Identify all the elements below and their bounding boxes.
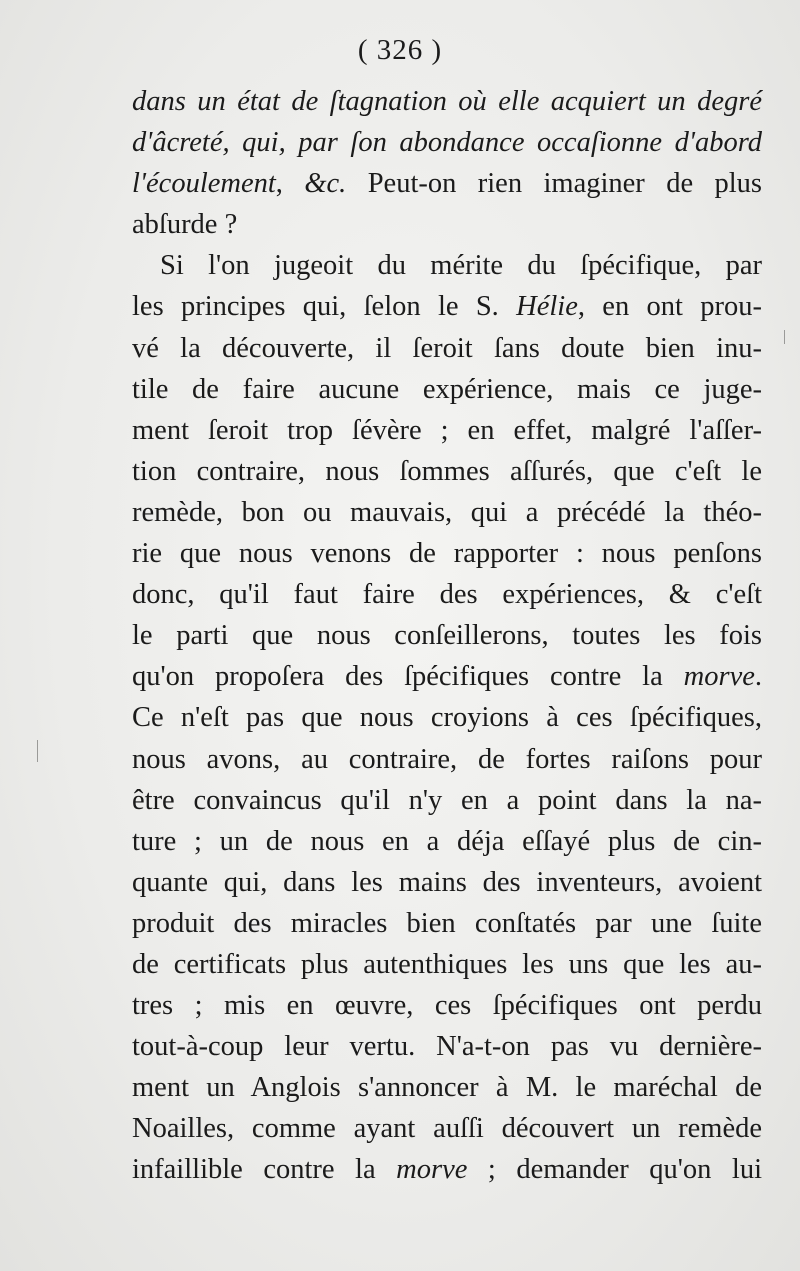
text-segment: tion contraire, nous ſommes aſſurés, que c'eſt le xyxy=(132,455,762,487)
text-segment: nous avons, au contraire, de fortes raiſons pour xyxy=(132,743,762,775)
italic-text-segment: morve xyxy=(683,661,755,693)
text-segment: de certificats plus autenthiques les uns que les au- xyxy=(132,948,762,980)
italic-text-segment: &c. xyxy=(304,168,347,200)
italic-text-segment: dans un état de ſtagnation où elle acquiert un degré xyxy=(132,86,762,117)
text-segment: , en ont prou- xyxy=(577,291,762,323)
text-line xyxy=(132,1149,762,1190)
text-line xyxy=(132,985,762,1026)
text-segment: abſurde ? xyxy=(132,209,238,241)
text-line xyxy=(132,656,762,697)
italic-text-segment: l'écoulement xyxy=(132,168,276,200)
italic-text-segment: d'âcreté, qui, par ſon abondance occaſionne d'abord xyxy=(132,127,762,159)
text-segment: quante qui, dans les mains des inventeurs, avoient xyxy=(132,866,762,898)
text-segment: . xyxy=(754,661,762,693)
text-line xyxy=(132,533,762,574)
text-line xyxy=(132,574,762,615)
text-line xyxy=(132,821,762,862)
text-line xyxy=(132,1067,762,1108)
body-text xyxy=(132,81,762,1191)
italic-text-segment: morve xyxy=(396,1154,468,1186)
text-line xyxy=(132,81,762,122)
text-segment: être convaincus qu'il n'y en a point dans la na- xyxy=(132,784,762,816)
text-line xyxy=(132,903,762,944)
text-segment: produit des miracles bien conſtatés par une ſuite xyxy=(132,907,762,939)
italic-text-segment: Hélie xyxy=(516,291,578,323)
text-line xyxy=(132,615,762,656)
text-segment: qu'on propoſera des ſpécifiques contre la xyxy=(132,661,684,693)
text-line xyxy=(132,451,762,492)
scan-artifact-line xyxy=(37,740,38,762)
text-line xyxy=(132,1108,762,1149)
text-line xyxy=(132,286,762,327)
text-line xyxy=(132,780,762,821)
text-segment: rie que nous venons de rapporter : nous penſons xyxy=(132,538,762,570)
text-line xyxy=(132,122,762,163)
text-line xyxy=(132,328,762,369)
text-line xyxy=(132,862,762,903)
text-line xyxy=(132,1026,762,1067)
text-line xyxy=(132,204,762,245)
text-segment: , xyxy=(275,168,305,200)
text-segment: Si l'on jugeoit du mérite du ſpécifique, par xyxy=(160,250,762,282)
text-segment: infaillible contre la xyxy=(132,1154,397,1186)
text-segment: tile de faire aucune expérience, mais ce juge- xyxy=(132,373,762,405)
text-segment: les principes qui, ſelon le S. xyxy=(132,291,517,323)
text-segment: Noailles, comme ayant auſſi découvert un remède xyxy=(132,1113,762,1145)
text-line xyxy=(132,410,762,451)
text-line xyxy=(132,163,762,204)
text-segment: Ce n'eſt pas que nous croyions à ces ſpécifiques, xyxy=(132,702,762,734)
text-line xyxy=(132,492,762,533)
text-segment: remède, bon ou mauvais, qui a précédé la théo- xyxy=(132,496,762,528)
text-line xyxy=(132,944,762,985)
text-segment: ture ; un de nous en a déja eſſayé plus de cin- xyxy=(132,825,762,857)
text-line xyxy=(132,369,762,410)
text-segment: tout-à-coup leur vertu. N'a-t-on pas vu dernière- xyxy=(132,1031,762,1063)
text-line xyxy=(132,697,762,738)
text-segment: ment un Anglois s'annoncer à M. le maréchal de xyxy=(132,1072,762,1104)
text-segment: tres ; mis en œuvre, ces ſpécifiques ont perdu xyxy=(132,990,762,1022)
scan-artifact-line xyxy=(784,330,785,344)
text-segment: Peut-on rien imaginer de plus xyxy=(346,168,763,200)
text-segment: ; demander qu'on lui xyxy=(467,1154,762,1186)
text-line xyxy=(132,739,762,780)
text-segment: vé la découverte, il ſeroit ſans doute bien inu- xyxy=(132,332,762,364)
text-segment: le parti que nous conſeillerons, toutes les fois xyxy=(132,620,762,652)
text-segment: ment ſeroit trop ſévère ; en effet, malgré l'aſſer- xyxy=(132,414,762,446)
text-line xyxy=(132,245,762,286)
page-number: ( 326 ) xyxy=(357,34,443,66)
text-segment: donc, qu'il faut faire des expériences, & c'eſt xyxy=(132,579,762,611)
